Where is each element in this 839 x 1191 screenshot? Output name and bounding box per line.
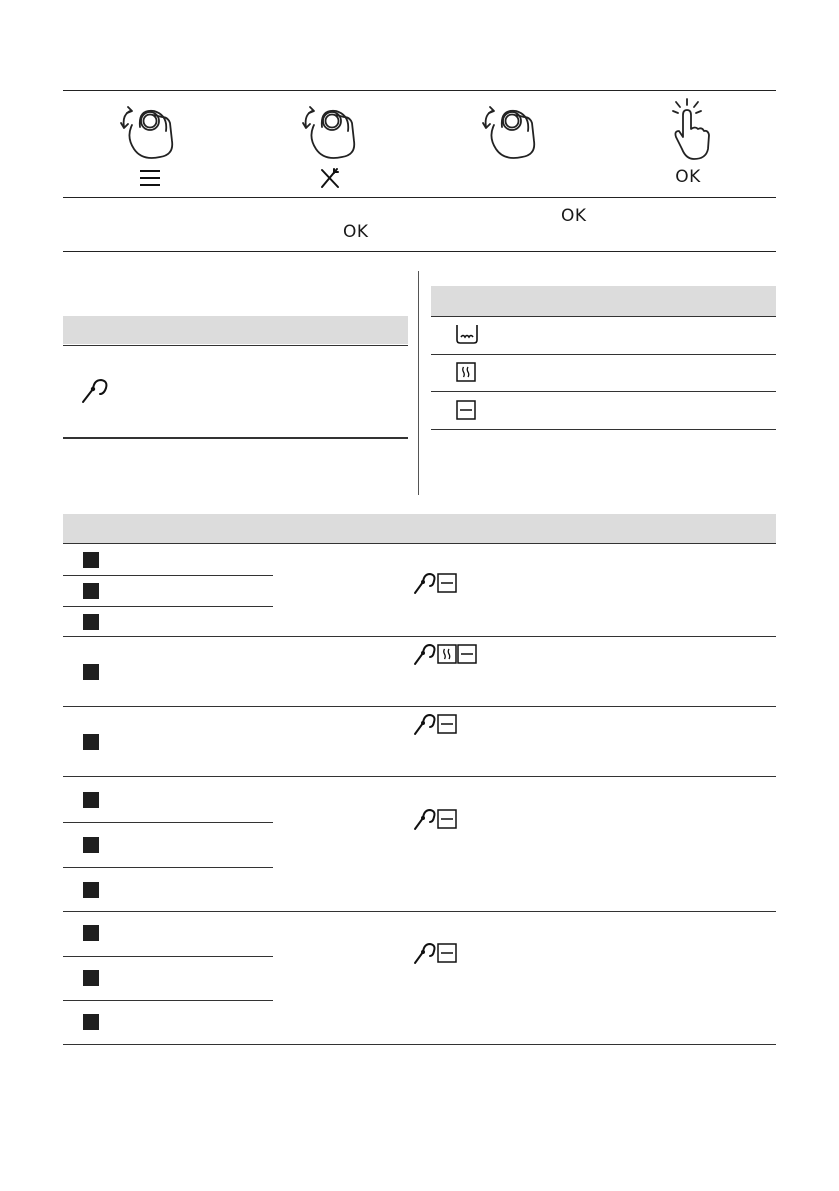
accessory-table-header-rule xyxy=(63,345,408,346)
program-table-header xyxy=(63,514,776,543)
step-turn-knob-menu xyxy=(110,97,190,192)
column-divider xyxy=(418,271,419,495)
program-subrow-rule xyxy=(63,606,273,607)
water-tray-icon xyxy=(455,323,479,349)
program-subrow-rule xyxy=(63,956,273,957)
accessory-table-bottom-rule xyxy=(63,437,408,439)
accessory-table-header xyxy=(63,316,408,344)
level-row-rule xyxy=(431,429,776,430)
strip-bottom-rule xyxy=(63,197,776,198)
program-accessory-icons xyxy=(413,807,457,835)
step-turn-knob-cutlery xyxy=(292,97,372,192)
turn-knob-icon xyxy=(110,97,190,167)
probe-icon xyxy=(413,642,437,670)
program-subrow-rule xyxy=(63,822,273,823)
program-accessory-icons xyxy=(413,941,457,969)
turn-knob-icon xyxy=(292,97,372,167)
program-marker xyxy=(83,552,99,568)
program-marker xyxy=(83,664,99,680)
program-accessory-icons xyxy=(413,712,457,740)
top-rule xyxy=(63,90,776,91)
program-table-bottom-rule xyxy=(63,1044,776,1045)
step-turn-knob xyxy=(472,97,552,192)
program-subrow-rule xyxy=(63,575,273,576)
step-press-ok xyxy=(648,97,728,192)
steam-icon xyxy=(456,362,476,386)
program-accessory-icons xyxy=(413,642,477,670)
level-row-rule xyxy=(431,391,776,392)
program-marker xyxy=(83,970,99,986)
program-group-rule xyxy=(63,636,776,637)
program-marker xyxy=(83,792,99,808)
instruction-ok-label: OK xyxy=(561,206,587,226)
tray-icon xyxy=(437,809,457,833)
instruction-ok-label-2: OK xyxy=(343,222,369,242)
turn-knob-icon xyxy=(472,97,552,167)
instruction-bottom-rule xyxy=(63,251,776,252)
level-table-header-rule xyxy=(431,316,776,317)
tray-icon xyxy=(437,943,457,967)
probe-icon xyxy=(413,571,437,599)
program-marker xyxy=(83,925,99,941)
level-table-header xyxy=(431,286,776,316)
program-marker xyxy=(83,583,99,599)
program-subrow-rule xyxy=(63,867,273,868)
probe-icon xyxy=(80,376,110,408)
tray-icon xyxy=(457,644,477,668)
program-accessory-icons xyxy=(413,571,457,599)
program-marker xyxy=(83,614,99,630)
probe-icon xyxy=(413,712,437,740)
tray-icon xyxy=(456,400,476,424)
program-table-header-rule xyxy=(63,543,776,544)
program-group-rule xyxy=(63,706,776,707)
tray-icon xyxy=(437,714,457,738)
level-row-rule xyxy=(431,354,776,355)
probe-icon xyxy=(413,807,437,835)
program-marker xyxy=(83,837,99,853)
probe-icon xyxy=(413,941,437,969)
program-marker xyxy=(83,882,99,898)
program-group-rule xyxy=(63,776,776,777)
program-group-rule xyxy=(63,911,776,912)
press-finger-icon xyxy=(648,97,728,167)
program-subrow-rule xyxy=(63,1000,273,1001)
program-marker xyxy=(83,734,99,750)
tray-icon xyxy=(437,573,457,597)
step-ok-label: OK xyxy=(675,167,701,187)
program-marker xyxy=(83,1014,99,1030)
steam-icon xyxy=(437,644,457,668)
